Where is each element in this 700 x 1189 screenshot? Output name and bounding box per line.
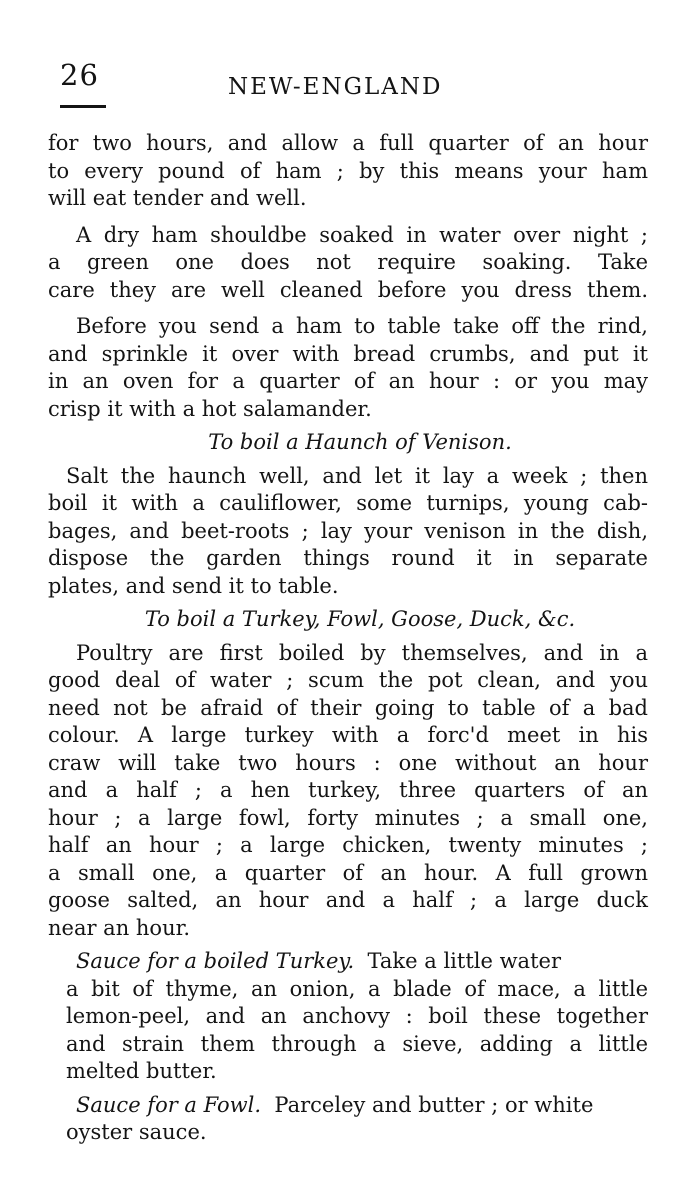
text-line: boil it with a cauliflower, some turnips, young cab- xyxy=(48,491,648,515)
text-line: care they are well cleaned before you dress them. xyxy=(48,277,648,302)
text-line: need not be afraid of their going to table of a bad xyxy=(48,695,648,720)
text-line: lemon-peel, and an anchovy : boil these together xyxy=(66,1004,648,1028)
text-line: colour. A large turkey with a forc'd meet in his xyxy=(48,723,648,747)
run-in-heading: Sauce for a Fowl. xyxy=(76,1092,262,1117)
text-line: in an oven for a quarter of an hour : or you may xyxy=(48,369,648,393)
section-heading: To boil a Turkey, Fowl, Goose, Duck, &c. xyxy=(144,607,576,631)
text-line: plates, and send it to table. xyxy=(48,573,339,598)
text-line: and strain them through a sieve, adding a little xyxy=(66,1031,648,1056)
text-line: A dry ham shouldbe soaked in water over night ; xyxy=(76,222,648,247)
text-line: crisp it with a hot salamander. xyxy=(48,396,372,421)
text-line: melted butter. xyxy=(66,1059,217,1083)
text-line: hour ; a large fowl, forty minutes ; a small one, xyxy=(48,805,648,830)
text-line: goose salted, an hour and a half ; a large duck xyxy=(48,888,648,912)
body-text xyxy=(48,130,648,1147)
text-line: and a half ; a hen turkey, three quarters of an xyxy=(48,778,648,802)
text-line: a small one, a quarter of an hour. A full grown xyxy=(48,860,648,885)
text-line xyxy=(48,1092,648,1120)
running-head: NEW-ENGLAND xyxy=(228,74,443,100)
text-line: a bit of thyme, an onion, a blade of mace, a little xyxy=(66,976,648,1001)
text-line: will eat tender and well. xyxy=(48,186,307,210)
text-line: to every pound of ham ; by this means your ham xyxy=(48,158,648,183)
text-run: Parceley and butter ; or white xyxy=(274,1092,594,1117)
text-line: for two hours, and allow a full quarter of an hour xyxy=(48,131,648,155)
text-line: Poultry are first boiled by themselves, and in a xyxy=(76,640,648,665)
text-line: good deal of water ; scum the pot clean, and you xyxy=(48,668,648,692)
text-line: dispose the garden things round it in separate xyxy=(48,546,648,570)
text-line: Before you send a ham to table take off the rind, xyxy=(76,314,648,338)
run-in-heading: Sauce for a boiled Turkey. xyxy=(76,949,355,973)
text-line: and sprinkle it over with bread crumbs, and put it xyxy=(48,341,648,366)
text-line: craw will take two hours : one without an hour xyxy=(48,750,648,775)
text-line: half an hour ; a large chicken, twenty minutes ; xyxy=(48,833,648,857)
page-number-rule xyxy=(60,105,106,108)
text-line: a green one does not require soaking. Take xyxy=(48,250,648,274)
text-line: bages, and beet-roots ; lay your venison in the dish, xyxy=(48,518,648,543)
section-heading: To boil a Haunch of Venison. xyxy=(208,430,512,454)
text-line: near an hour. xyxy=(48,915,191,940)
text-line: oyster sauce. xyxy=(66,1120,207,1144)
text-line: Salt the haunch well, and let it lay a week ; then xyxy=(66,463,648,488)
text-line xyxy=(48,948,648,976)
text-run: Take a little water xyxy=(367,949,561,973)
page-number: 26 xyxy=(60,58,99,92)
